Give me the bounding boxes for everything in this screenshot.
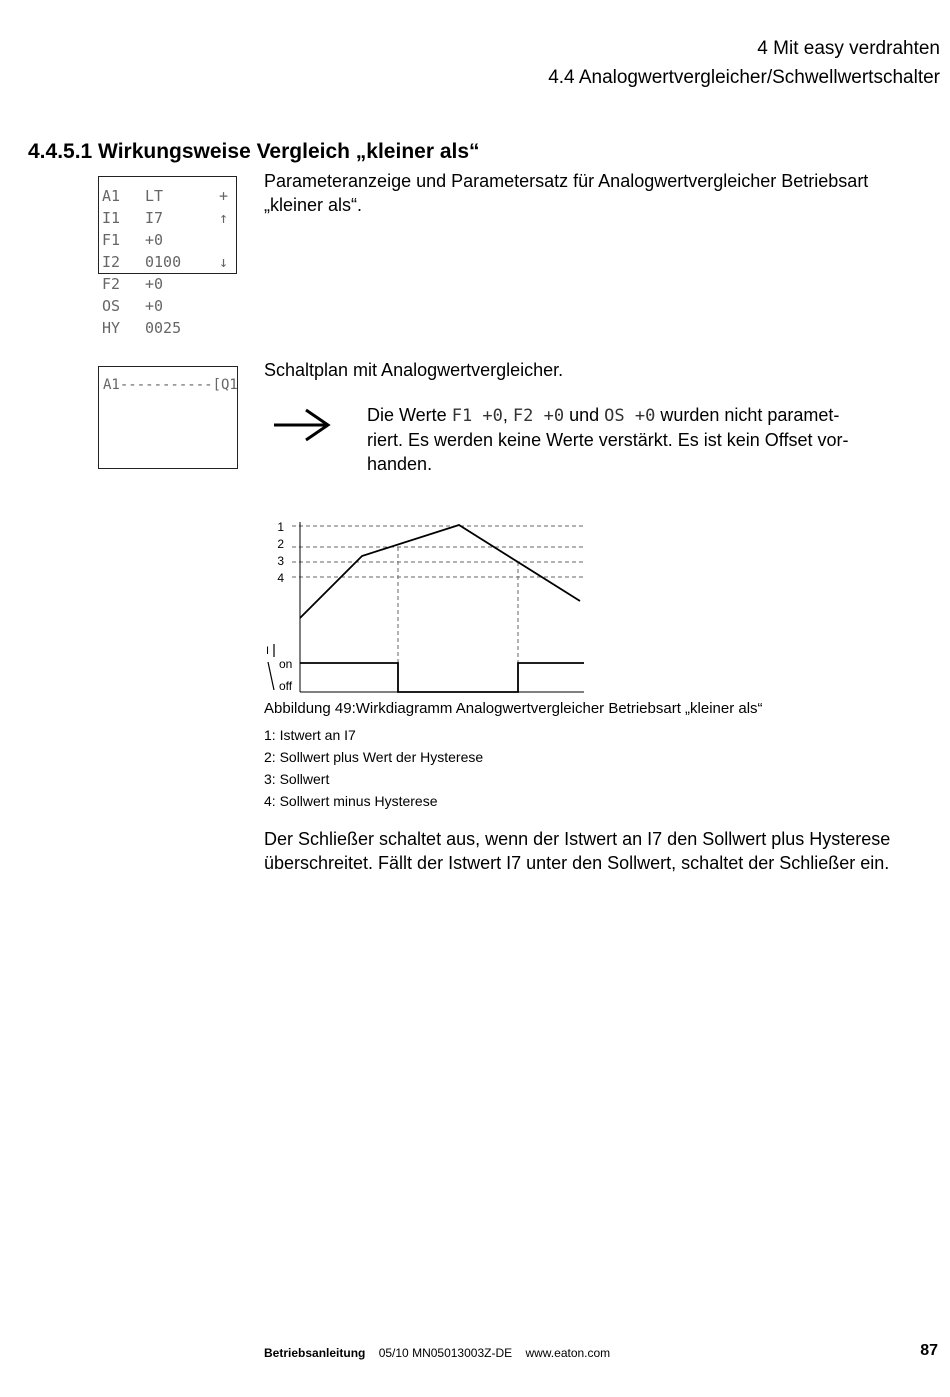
level-label-4: 4 [277, 571, 284, 585]
switch-top-label: I [266, 645, 270, 657]
legend-item: 2: Sollwert plus Wert der Hysterese [264, 749, 484, 765]
section-header: 4.4 Analogwertvergleicher/Schwellwertschalter [548, 67, 940, 88]
conclusion-text: Der Schließer schaltet aus, wenn der Istwert an I7 den Sollwert plus Hysterese überschreitet. Fällt der Istwert I7 unter den Sollwert, schaltet der Schließer ein. [264, 829, 891, 873]
legend-item: 4: Sollwert minus Hysterese [264, 793, 438, 809]
legend-item: 3: Sollwert [264, 771, 330, 787]
switch-on-label: on [279, 657, 293, 671]
footer-ref: 05/10 MN05013003Z-DE [378, 1346, 513, 1360]
figure-caption: Abbildung 49:Wirkdiagramm Analogwertvergleicher Betriebsart „kleiner als“ [264, 700, 763, 717]
level-label-1: 1 [277, 520, 284, 534]
actual-value-curve [300, 525, 580, 618]
display-row: A1 LT + [102, 187, 228, 205]
level-label-3: 3 [277, 554, 284, 568]
display-row: I2 0100 ↓ [102, 253, 228, 271]
display-row: HY 0025 [102, 319, 182, 337]
operating-diagram [262, 512, 602, 696]
circuit-description: Schaltplan mit Analogwertvergleicher. [264, 360, 564, 380]
figure-legend [264, 724, 483, 812]
display-row: I1 I7 ↑ [102, 209, 228, 227]
note-text: Die Werte F1 +0, F2 +0 und OS +0 wurden nicht paramet- riert. Es werden keine Werte verstärkt. Es ist kein Offset vor- handen. [367, 405, 849, 474]
footer-url: www.eaton.com [525, 1346, 611, 1360]
display-row: F1 +0 [102, 231, 164, 249]
circuit-display [98, 366, 238, 469]
level-label-2: 2 [277, 537, 284, 551]
chapter-header: 4 Mit easy verdrahten [757, 38, 940, 59]
page-number: 87 [920, 1342, 938, 1359]
switch-state-curve [300, 663, 584, 692]
legend-item: 1: Istwert an I7 [264, 727, 356, 743]
param-description: Parameteranzeige und Parametersatz für Analogwertvergleicher Betriebsart „kleiner als“. [264, 171, 869, 215]
contact-symbol [268, 662, 274, 690]
footer [264, 1346, 610, 1360]
arrow-icon [272, 406, 334, 444]
circuit-line: A1-----------[Q1 [103, 377, 238, 393]
section-heading: 4.4.5.1 Wirkungsweise Vergleich „kleiner als“ [28, 140, 480, 163]
display-row: OS +0 [102, 297, 164, 315]
footer-doc: Betriebsanleitung [264, 1346, 366, 1360]
display-row: F2 +0 [102, 275, 164, 293]
parameter-display [98, 176, 238, 346]
switch-off-label: off [279, 679, 293, 693]
